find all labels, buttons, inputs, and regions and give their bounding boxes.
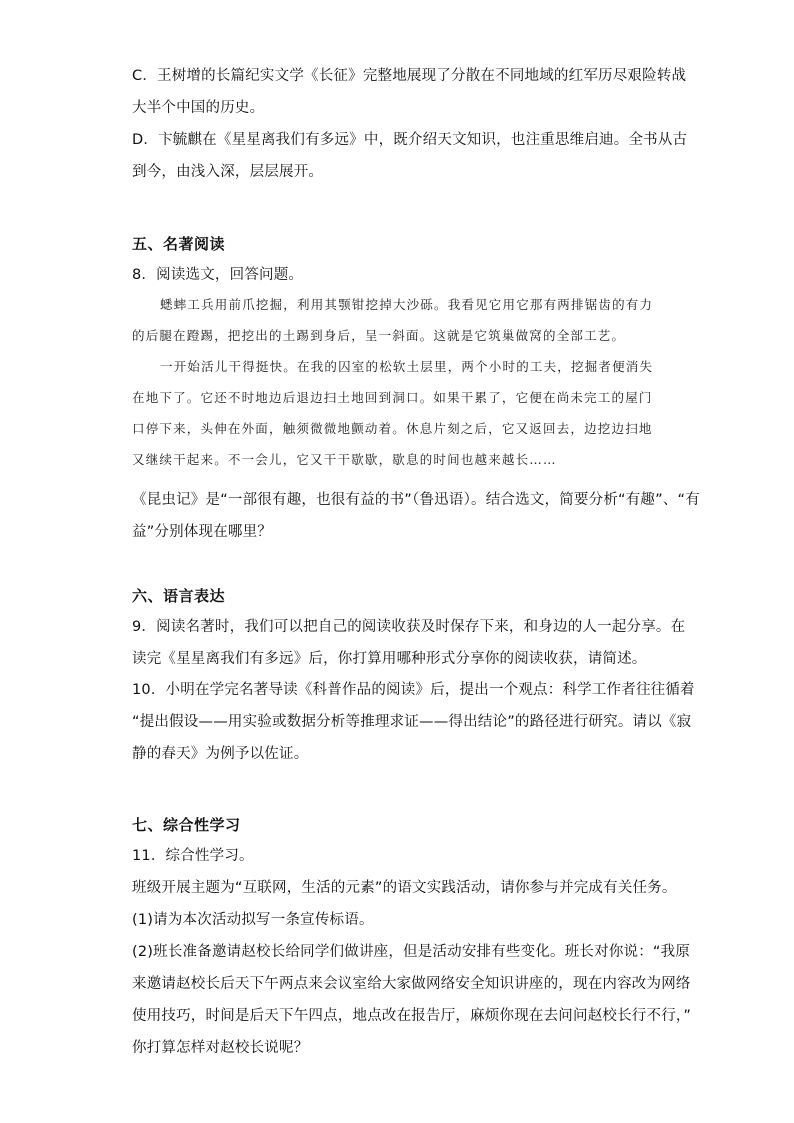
question-10-line-3: 静的春天》为例予以佐证。: [132, 746, 309, 762]
option-c-line-1: C．王树增的长篇纪实文学《长征》完整地展现了分散在不同地域的红军历尽艰险转战: [132, 68, 687, 84]
question-8-text-line-1: 《昆虫记》是“一部很有趣，也很有益的书”（鲁迅语）。结合选文，简要分析“有趣”、“有: [132, 492, 700, 508]
question-11-task-2-line-4: 你打算怎样对赵校长说呢？: [132, 1040, 309, 1056]
question-11-task-1: (1)请为本次活动拟写一条宣传标语。: [132, 912, 374, 928]
question-11-task-2-line-3: 使用技巧，时间是后天下午四点，地点改在报告厅，麻烦你现在去问问赵校长行不行，”: [132, 1008, 692, 1024]
question-11-prompt: 11．综合性学习。: [132, 848, 254, 864]
question-10-line-2: “提出假设——用实验或数据分析等推理求证——得出结论”的路径进行研究。请以《寂: [132, 714, 692, 730]
excerpt-line: 蟋蟀工兵用前爪挖掘，利用其颚钳挖掉大沙砾。我看见它用它那有两排锯齿的有力: [160, 297, 654, 312]
question-9-line-1: 9．阅读名著时，我们可以把自己的阅读收获及时保存下来，和身边的人一起分享。在: [132, 619, 686, 635]
section-7-heading: 七、综合性学习: [132, 816, 241, 834]
excerpt-line: 又继续干起来。不一会儿，它又干干歇歇，歇息的时间也越来越长……: [132, 452, 557, 467]
question-10-line-1: 10．小明在学完名著导读《科普作品的阅读》后，提出一个观点：科学工作者往往循着: [132, 682, 695, 698]
question-9-line-2: 读完《星星离我们有多远》后，你打算用哪种形式分享你的阅读收获，请简述。: [132, 651, 647, 667]
option-d-line-1: D．卞毓麒在《星星离我们有多远》中，既介绍天文知识，也注重思维启迪。全书从古: [132, 132, 688, 148]
section-6-heading: 六、语言表达: [132, 587, 226, 605]
section-5-heading: 五、名著阅读: [132, 235, 226, 253]
excerpt-line: 口停下来，头伸在外面，触须微微地颤动着。休息片刻之后，它又返回去，边挖边扫地: [132, 421, 653, 436]
option-d-line-2: 到今，由浅入深，层层展开。: [132, 164, 324, 180]
question-8-text-line-2: 益”分别体现在哪里？: [132, 524, 273, 540]
excerpt-line: 一开始活儿干得挺快。在我的囚室的松软土层里，两个小时的工夫，挖掘者便消失: [160, 359, 654, 374]
question-11-task-2-line-1: (2)班长准备邀请赵校长给同学们做讲座，但是活动安排有些变化。班长对你说：“我原: [132, 944, 691, 960]
question-8-prompt: 8．阅读选文，回答问题。: [132, 267, 304, 283]
excerpt-line: 的后腿在蹬踢，把挖出的土踢到身后，呈一斜面。这就是它筑巢做窝的全部工艺。: [132, 328, 626, 343]
excerpt-line: 在地下了。它还不时地边后退边扫土地回到洞口。如果干累了，它便在尚未完工的屋门: [132, 390, 653, 405]
option-c-line-2: 大半个中国的历史。: [132, 100, 265, 116]
question-11-task-2-line-2: 来邀请赵校长后天下午两点来会议室给大家做网络安全知识讲座的，现在内容改为网络: [132, 976, 691, 992]
question-11-intro: 班级开展主题为“互联网，生活的元素”的语文实践活动，请你参与并完成有关任务。: [132, 880, 677, 896]
